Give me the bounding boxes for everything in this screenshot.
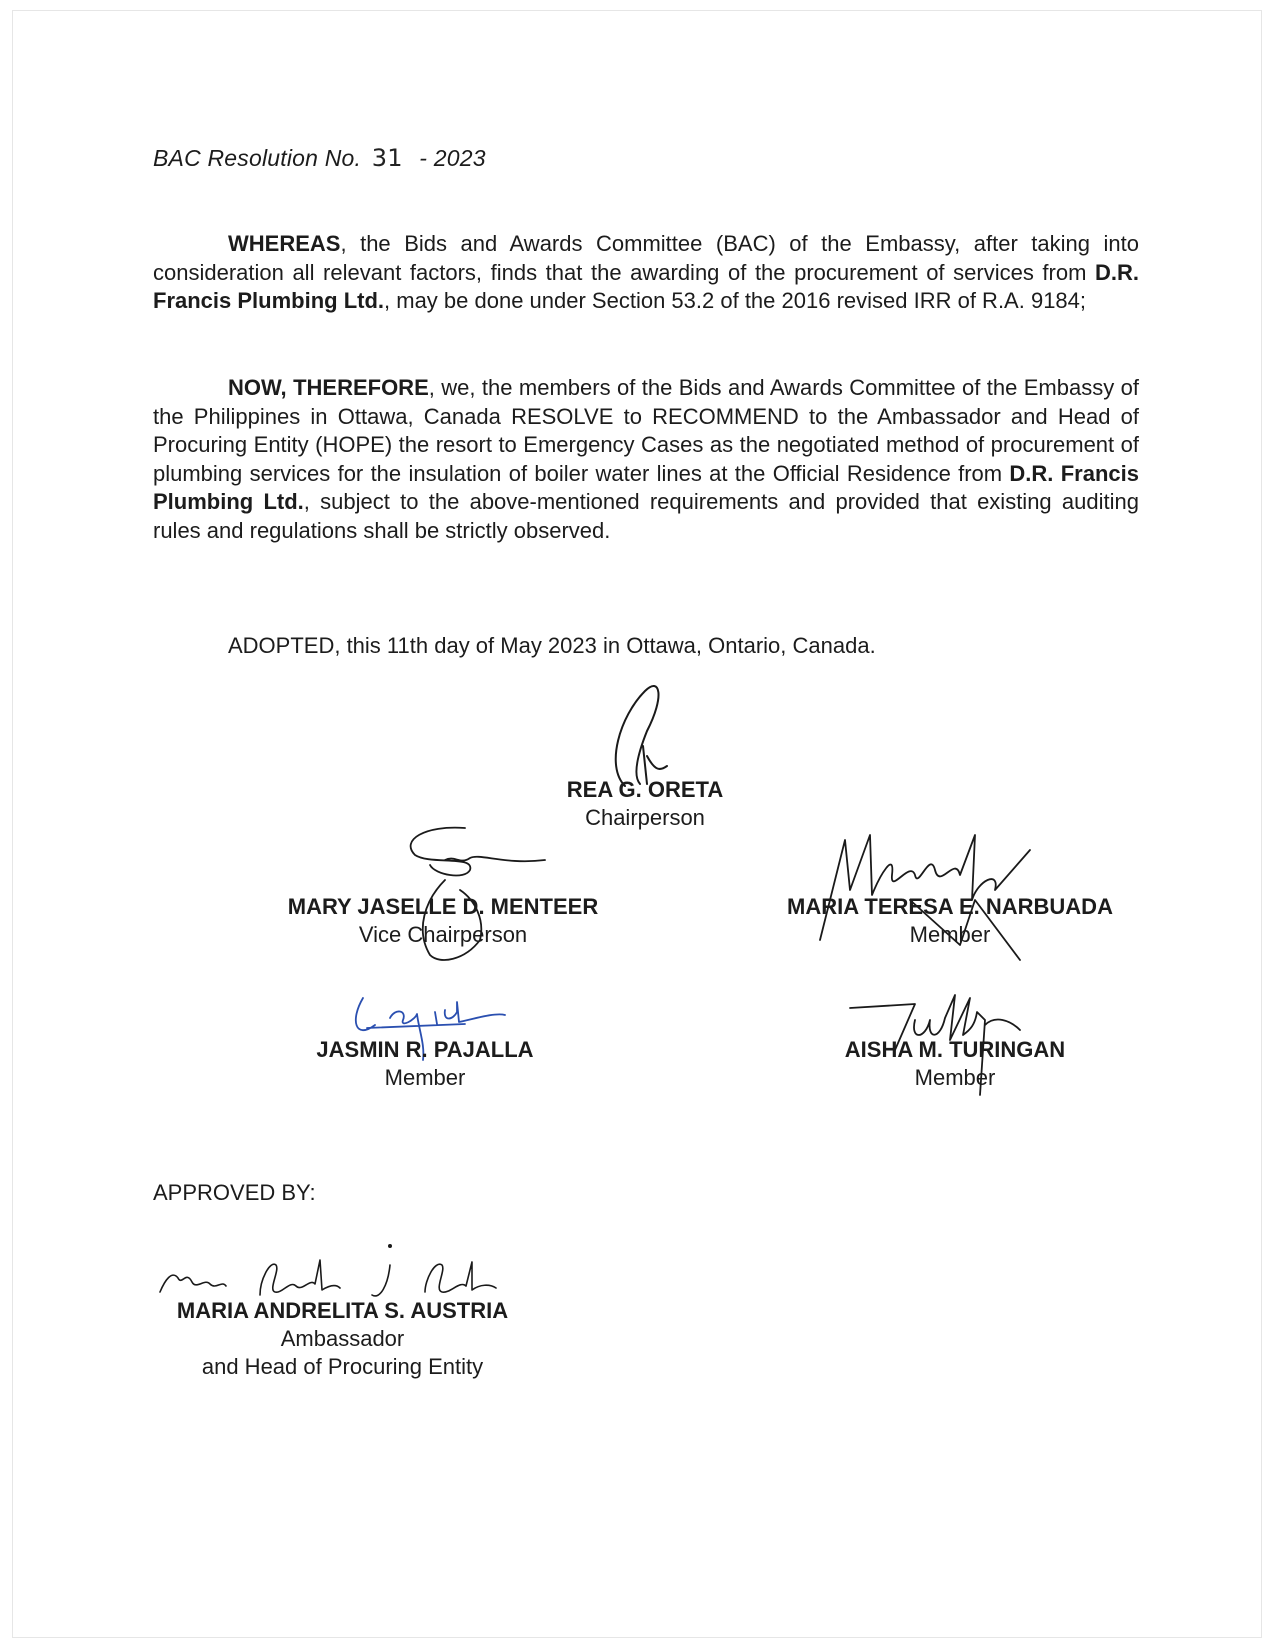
- now-text-1: , we, the members of the Bids and Awards Committee of the Embassy of the Philippines in Ottawa, Canada RESOLVE to RECOMMEND to the Ambassador and Head of Procuring Entity (HOPE) the resort to Emergency Cases as the negotiated method of procurement of plumbing services for the insulation of boiler water lines at the Official Residence from: [153, 375, 1139, 486]
- whereas-paragraph: [153, 230, 1139, 316]
- resolution-number: 31: [371, 144, 403, 172]
- austria-role: Ambassador: [280, 1326, 405, 1351]
- signatory-austria: [150, 1297, 535, 1381]
- signatory-narbuada: [750, 893, 1150, 949]
- oreta-role: Chairperson: [585, 805, 705, 830]
- signatory-pajalla: [290, 1036, 560, 1092]
- signatory-oreta: [540, 776, 750, 832]
- menteer-name: MARY JASELLE D. MENTEER: [287, 894, 599, 919]
- oreta-name: REA G. ORETA: [566, 777, 724, 802]
- resolve-paragraph: [153, 374, 1139, 545]
- turingan-role: Member: [914, 1065, 996, 1090]
- now-lead: NOW, THEREFORE: [228, 375, 429, 400]
- austria-role-2: and Head of Procuring Entity: [201, 1354, 484, 1379]
- approved-by-label: APPROVED BY:: [153, 1180, 316, 1205]
- whereas-company: D.R. Francis Plumbing Ltd.: [153, 259, 1139, 313]
- whereas-lead: WHEREAS: [228, 231, 341, 256]
- narbuada-name: MARIA TERESA E. NARBUADA: [787, 894, 1113, 919]
- menteer-role: Vice Chairperson: [358, 922, 528, 947]
- narbuada-role: Member: [909, 922, 991, 947]
- whereas-text-2: , may be done under Section 53.2 of the 2016 revised IRR of R.A. 9184;: [384, 288, 1087, 313]
- pajalla-role: Member: [384, 1065, 466, 1090]
- adopted-statement: ADOPTED, this 11th day of May 2023 in Ottawa, Ontario, Canada.: [228, 633, 876, 658]
- austria-name: MARIA ANDRELITA S. AUSTRIA: [176, 1298, 509, 1323]
- resolution-year: - 2023: [419, 145, 486, 171]
- signatory-menteer: [258, 893, 628, 949]
- now-company: D.R. Francis Plumbing Ltd.: [153, 460, 1139, 514]
- pajalla-name: JASMIN R. PAJALLA: [316, 1037, 534, 1062]
- whereas-text-1: , the Bids and Awards Committee (BAC) of the Embassy, after taking into consideration all relevant factors, finds that the awarding of the procurement of services from: [153, 231, 1139, 285]
- resolution-title: [153, 144, 486, 172]
- turingan-name: AISHA M. TURINGAN: [844, 1037, 1066, 1062]
- now-text-2: , subject to the above-mentioned requirements and provided that existing auditing rules and regulations shall be strictly observed.: [153, 489, 1139, 543]
- signatory-turingan: [820, 1036, 1090, 1092]
- resolution-label: BAC Resolution No.: [153, 145, 362, 171]
